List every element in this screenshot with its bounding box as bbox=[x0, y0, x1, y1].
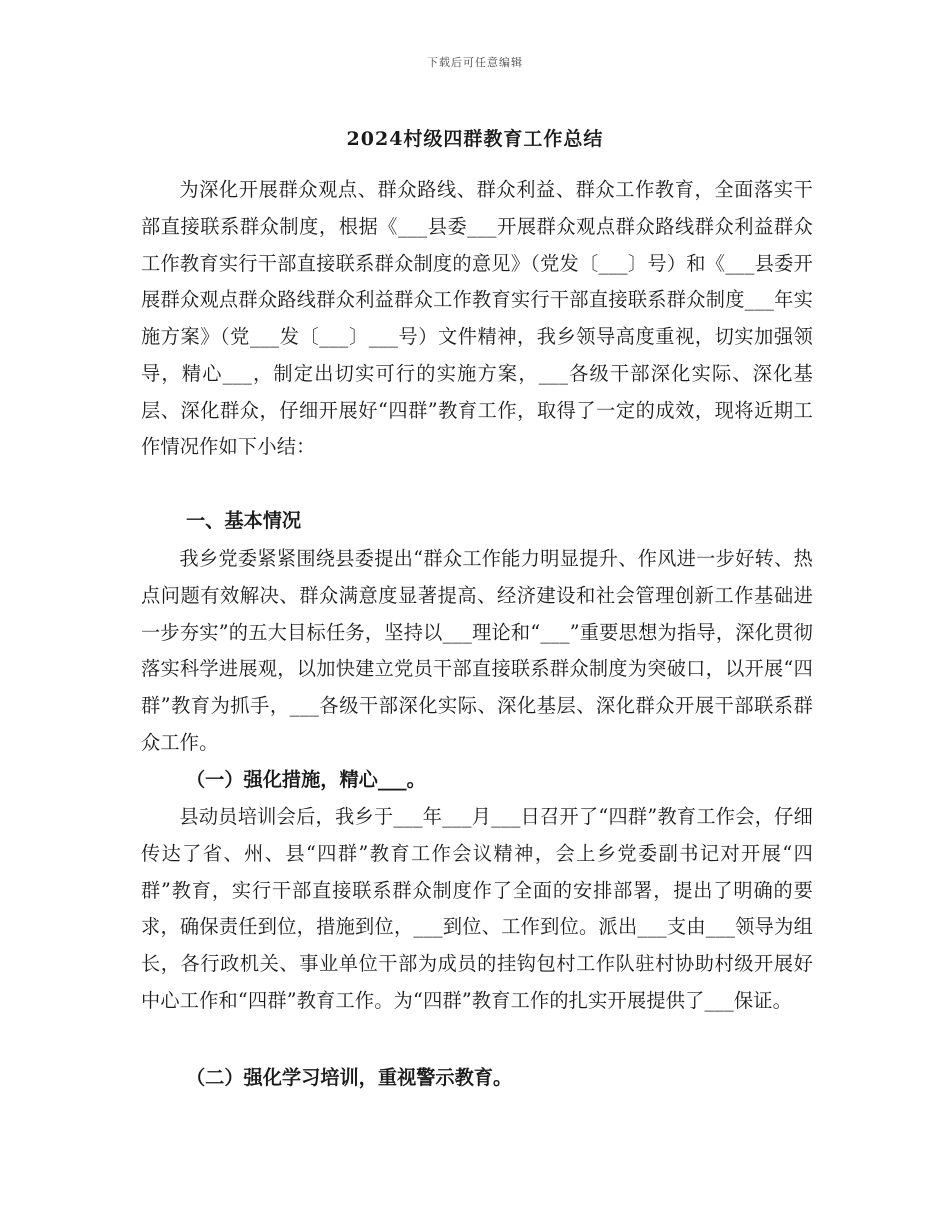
subsection1-block bbox=[141, 799, 813, 1020]
section1-block bbox=[141, 541, 813, 762]
intro-block bbox=[141, 172, 813, 466]
section1-paragraph: 我乡党委紧紧围绕县委提出“群众工作能力明显提升、作风进一步好转、热点问题有效解决、群众满意度显著提高、经济建设和社会管理创新工作基础进一步夯实”的五大目标任务，坚持以___理论和“___”重要思想为指导，深化贯彻落实科学进展观，以加快建立党员干部直接联系群众制度为突破口，以开展“四群”教育为抓手，___各级干部深化实际、深化基层、深化群众开展干部联系群众工作。 bbox=[141, 547, 813, 754]
section-heading-basic: 一、基本情况 bbox=[186, 509, 302, 532]
page-header-note: 下载后可任意编辑 bbox=[427, 56, 523, 69]
document-title: 2024村级四群教育工作总结 bbox=[346, 128, 604, 150]
subsection-heading-training: （二）强化学习培训，重视警示教育。 bbox=[186, 1066, 513, 1089]
subsection-heading-measures: （一）强化措施，精心___。 bbox=[186, 768, 426, 791]
subsection1-paragraph: 县动员培训会后，我乡于___年___月___日召开了“四群”教育工作会，仔细传达了省、州、县“四群”教育工作会议精神，会上乡党委副书记对开展“四群”教育，实行干部直接联系群众制度作了全面的安排部署，提出了明确的要求，确保责任到位，措施到位，___到位、工作到位。派出___支由___领导为组长，各行政机关、事业单位干部为成员的挂钩包村工作队驻村协助村级开展好中心工作和“四群”教育工作。为“四群”教育工作的扎实开展提供了___保证。 bbox=[141, 805, 813, 1012]
intro-paragraph: 为深化开展群众观点、群众路线、群众利益、群众工作教育，全面落实干部直接联系群众制度，根据《___县委___开展群众观点群众路线群众利益群众工作教育实行干部直接联系群众制度的意见》（党发〔___〕号）和《___县委开展群众观点群众路线群众利益群众工作教育实行干部直接联系群众制度___年实施方案》（党___发〔___〕___号）文件精神，我乡领导高度重视，切实加强领导，精心___，制定出切实可行的实施方案，___各级干部深化实际、深化基层、深化群众，仔细开展好“四群”教育工作，取得了一定的成效，现将近期工作情况作如下小结： bbox=[141, 178, 813, 459]
